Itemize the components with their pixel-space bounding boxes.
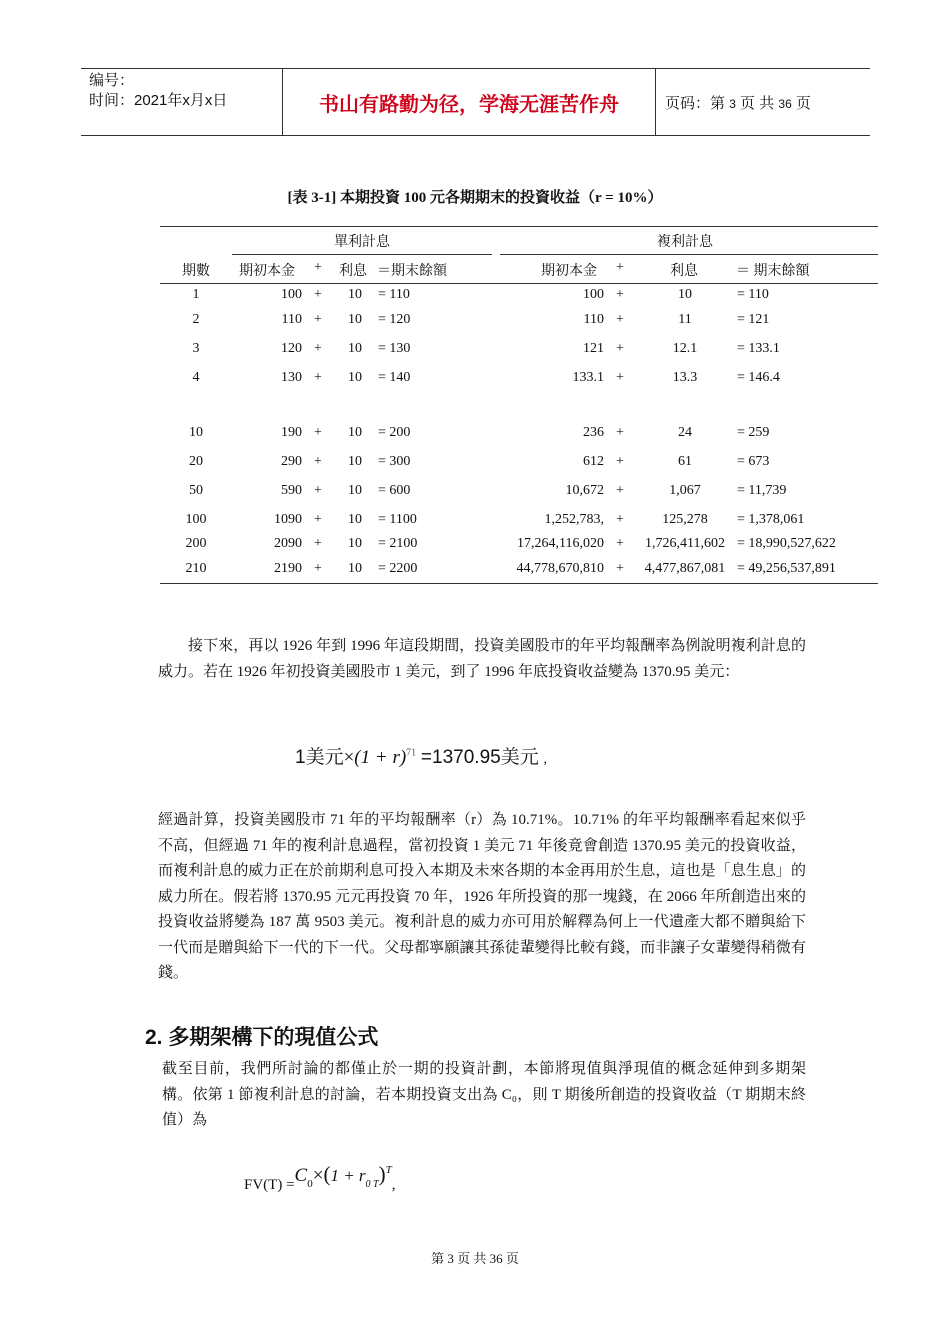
cell-period: 100: [185, 512, 207, 527]
formula-exponent: 71: [406, 747, 417, 759]
cell-c-plus: +: [616, 370, 624, 385]
cell-c-end: = 1,378,061: [737, 512, 805, 527]
table-group-rule: [500, 254, 878, 255]
page-footer: 第 3 页 共 36 页: [431, 1251, 519, 1266]
header-number-label: 编号：: [89, 72, 135, 89]
table-header-c-plus: +: [616, 260, 624, 275]
table-caption: [表 3-1] 本期投資 100 元各期期末的投資收益（r = 10%）: [287, 190, 663, 206]
cell-s-plus: +: [314, 287, 322, 302]
cell-s-interest: 10: [348, 454, 362, 469]
cell-s-plus: +: [314, 483, 322, 498]
cell-s-plus: +: [314, 425, 322, 440]
table-group-rule: [232, 254, 492, 255]
header-page-mid: 页 共: [740, 95, 775, 112]
cell-period: 2: [192, 312, 200, 327]
cell-s-principal: 2090: [274, 536, 302, 551]
table-header-s-principal: 期初本金: [239, 264, 295, 279]
cell-s-plus: +: [314, 454, 322, 469]
cell-period: 4: [192, 370, 200, 385]
cell-c-principal: 110: [583, 312, 604, 327]
cell-s-interest: 10: [348, 536, 362, 551]
cell-s-plus: +: [314, 312, 322, 327]
section-heading: 2. 多期架構下的現值公式: [145, 1026, 379, 1049]
table-bottom-rule: [160, 583, 878, 584]
cell-s-plus: +: [314, 536, 322, 551]
cell-c-end: = 18,990,527,622: [737, 536, 836, 551]
table-header-s-interest: 利息: [339, 264, 367, 279]
cell-c-plus: +: [616, 512, 624, 527]
cell-s-interest: 10: [348, 512, 362, 527]
paragraph-text: 接下來，再以 1926 年到 1996 年這段期間，投資美國股市的年平均報酬率為例說明複利計息的威力。若在 1926 年初投資美國股市 1 美元，到了 1996 年底投資收益變為 1370.95 美元：: [158, 638, 806, 680]
cell-c-plus: +: [616, 454, 624, 469]
table-header-c-interest: 利息: [670, 264, 698, 279]
cell-c-interest: 125,278: [662, 512, 708, 527]
cell-period: 200: [185, 536, 207, 551]
formula-paren-close: ): [378, 1162, 386, 1186]
cell-s-end: = 120: [378, 312, 411, 327]
cell-c-end: = 49,256,537,891: [737, 561, 836, 576]
header-motto: 书山有路勤为径，学海无涯苦作舟: [319, 93, 619, 116]
cell-s-principal: 1090: [274, 512, 302, 527]
cell-s-principal: 110: [281, 312, 302, 327]
cell-period: 3: [192, 341, 200, 356]
cell-c-end: = 133.1: [737, 341, 780, 356]
page-header: [81, 68, 870, 136]
table-header-s-end: ＝期末餘額: [377, 264, 447, 279]
cell-s-end: = 200: [378, 425, 411, 440]
cell-c-interest: 24: [678, 425, 692, 440]
cell-period: 10: [189, 425, 203, 440]
cell-c-interest: 13.3: [672, 370, 698, 385]
cell-c-principal: 17,264,116,020: [517, 536, 604, 551]
formula-c0-sub: 0: [307, 1178, 313, 1190]
formula-lhs: 1美元: [295, 747, 344, 768]
cell-s-interest: 10: [348, 483, 362, 498]
cell-s-interest: 10: [348, 341, 362, 356]
cell-c-interest: 12.1: [672, 341, 698, 356]
cell-s-end: = 110: [378, 287, 410, 302]
cell-s-principal: 590: [281, 483, 302, 498]
cell-c-interest: 4,477,867,081: [644, 561, 726, 576]
header-page-suffix: 页: [795, 95, 811, 112]
table-group-simple: 單利計息: [334, 235, 390, 250]
cell-s-end: = 2100: [378, 536, 418, 551]
formula-exponent: T: [385, 1164, 392, 1176]
header-page-info: [665, 92, 811, 113]
cell-c-end: = 146.4: [737, 370, 780, 385]
table-header-s-plus: +: [314, 260, 322, 275]
table-header-c-principal: 期初本金: [541, 264, 597, 279]
cell-c-principal: 612: [583, 454, 604, 469]
cell-s-principal: 290: [281, 454, 302, 469]
header-time-label: 时间：2021年x月x日: [89, 92, 228, 109]
cell-s-interest: 10: [348, 312, 362, 327]
formula-r-sub: 0 T: [365, 1179, 379, 1190]
cell-c-interest: 1,726,411,602: [645, 536, 725, 551]
cell-s-end: = 140: [378, 370, 411, 385]
cell-period: 50: [189, 483, 203, 498]
paragraph-explanation: [158, 808, 806, 987]
cell-c-interest: 1,067: [669, 483, 701, 498]
cell-c-plus: +: [616, 287, 624, 302]
cell-s-principal: 100: [281, 287, 302, 302]
cell-c-principal: 44,778,670,810: [516, 561, 604, 576]
cell-c-principal: 10,672: [565, 483, 604, 498]
cell-s-plus: +: [314, 561, 322, 576]
paragraph-text: 截至目前，我們所討論的都僅止於一期的投資計劃，本節將現值與淨現值的概念延伸到多期架構。依第 1 節複利計息的討論，若本期投資支出為 C₀，則 T 期後所創造的投資收益（T 期期末終值）為: [162, 1061, 806, 1128]
cell-s-end: = 2200: [378, 561, 418, 576]
cell-c-end: = 259: [737, 425, 770, 440]
cell-period: 1: [192, 287, 200, 302]
cell-period: 210: [185, 561, 207, 576]
table-header-c-end: ＝ 期末餘額: [736, 264, 810, 279]
header-page-num: 3: [729, 97, 736, 111]
cell-s-principal: 190: [281, 425, 302, 440]
formula-rhs: =1370.95美元: [420, 747, 539, 768]
cell-c-principal: 236: [583, 425, 604, 440]
cell-c-principal: 133.1: [572, 370, 604, 385]
cell-c-principal: 1,252,783,: [544, 512, 604, 527]
formula-paren: (1 + r): [354, 747, 407, 768]
cell-s-interest: 10: [348, 425, 362, 440]
cell-s-end: = 1100: [378, 512, 417, 527]
header-page-prefix: 页码：第: [665, 95, 726, 112]
paragraph-multiperiod: [162, 1057, 806, 1134]
cell-c-plus: +: [616, 536, 624, 551]
cell-s-end: = 300: [378, 454, 411, 469]
cell-c-interest: 10: [678, 287, 692, 302]
cell-c-plus: +: [616, 425, 624, 440]
formula-times: ×: [343, 747, 355, 768]
cell-c-plus: +: [616, 341, 624, 356]
cell-s-plus: +: [314, 512, 322, 527]
formula-comma: ,: [391, 1177, 396, 1193]
cell-s-plus: +: [314, 370, 322, 385]
header-divider: [655, 68, 656, 136]
cell-c-interest: 11: [678, 312, 692, 327]
formula-compound-growth: [295, 742, 547, 769]
cell-c-principal: 121: [583, 341, 604, 356]
cell-c-end: = 673: [737, 454, 770, 469]
cell-c-end: = 11,739: [737, 483, 787, 498]
table-top-rule: [160, 226, 878, 227]
cell-s-end: = 600: [378, 483, 411, 498]
cell-s-interest: 10: [348, 561, 362, 576]
formula-comma: ,: [543, 752, 547, 767]
cell-c-end: = 121: [737, 312, 770, 327]
cell-c-plus: +: [616, 561, 624, 576]
formula-paren-open: (: [323, 1162, 331, 1186]
table-group-compound: 複利計息: [657, 235, 713, 250]
cell-c-plus: +: [616, 483, 624, 498]
cell-s-principal: 2190: [274, 561, 302, 576]
table-header-period: 期數: [182, 264, 210, 279]
cell-s-interest: 10: [348, 287, 362, 302]
cell-period: 20: [189, 454, 203, 469]
header-page-total: 36: [778, 97, 792, 111]
header-meta: [89, 71, 227, 111]
paragraph-intro: [158, 634, 806, 685]
formula-lhs: FV(T) =: [244, 1177, 295, 1193]
cell-s-principal: 120: [281, 341, 302, 356]
cell-s-end: = 130: [378, 341, 411, 356]
formula-c0: C: [294, 1165, 308, 1186]
cell-s-plus: +: [314, 341, 322, 356]
formula-one-plus-r: 1 + r: [330, 1166, 366, 1185]
formula-times: ×: [312, 1165, 324, 1186]
cell-c-interest: 61: [678, 454, 692, 469]
cell-c-principal: 100: [583, 287, 604, 302]
cell-c-end: = 110: [737, 287, 769, 302]
cell-c-plus: +: [616, 312, 624, 327]
cell-s-interest: 10: [348, 370, 362, 385]
cell-s-principal: 130: [281, 370, 302, 385]
table-header-rule: [160, 283, 878, 284]
paragraph-text: 經過計算，投資美國股市 71 年的平均報酬率（r）為 10.71%。10.71% 的年平均報酬率看起來似乎不高，但經過 71 年的複利計息過程，當初投資 1 美元 71 年後竟會創造 1370.95 美元的投資收益，而複利計息的威力正在於前期利息可投入本期及未來各期的本金再用於生息，這也是「息生息」的威力所在。假若將 1370.95 元元再投資 70 年，1926 年所投資的那一塊錢，在 2066 年所創造出來的投資收益將變為 187 萬 9503 美元。複利計息的威力亦可用於解釋為何上一代遺產大都不贈與給下一代而是贈與給下一代的下一代。父母都寧願讓其孫徒輩變得比較有錢，而非讓子女輩變得稍微有錢。: [158, 812, 806, 981]
formula-future-value: [244, 1162, 396, 1196]
